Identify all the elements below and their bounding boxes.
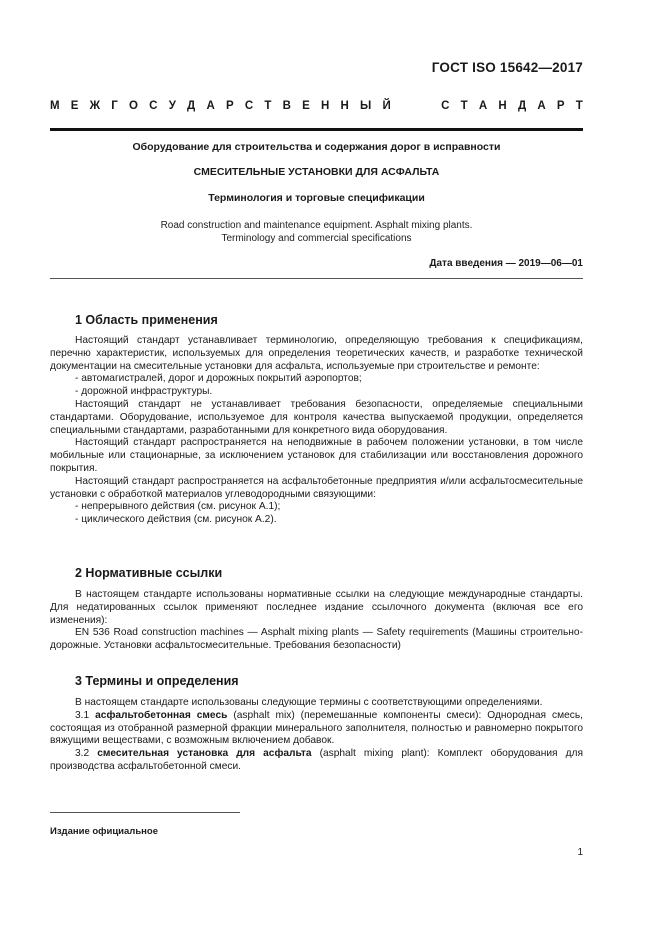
banner-letter: Д (187, 100, 196, 112)
paragraph: Настоящий стандарт распространяется на асфальтобетонные предприятия и/или асфальтосмесительные установки с обработкой материалов углеводородными связующими: (50, 475, 583, 500)
list-item: - непрерывного действия (см. рисунок А.1); (75, 501, 281, 513)
banner-letter: У (168, 100, 176, 112)
section-heading: 3 Термины и определения (75, 674, 239, 688)
banner-letter: М (50, 100, 60, 112)
paragraph: Настоящий стандарт устанавливает терминологию, определяющую требования к спецификациям, перечню характеристик, используемых для определения теоретических качеств, и разработке технической документации на смесительные установки для асфальта, используемые при строительстве и ремонте: (50, 335, 583, 372)
header-divider (50, 128, 583, 131)
banner-letter: Р (556, 100, 565, 112)
banner-letter: В (282, 100, 291, 112)
english-title (50, 219, 583, 245)
banner-letter: С (244, 100, 254, 112)
banner-letter: Т (460, 100, 468, 112)
banner-letter: А (478, 100, 488, 112)
term-name: асфальтобетонная смесь (95, 709, 228, 721)
banner-letter: Ж (89, 100, 101, 112)
english-title-line: Terminology and commercial specifications (221, 233, 412, 244)
paragraph: Настоящий стандарт распространяется на неподвижные в рабочем положении установки, в том числе мобильные или стационарные, за исключением установок для стабилизации или восстановления дорожного покрытия. (50, 437, 583, 474)
page-number: 1 (577, 847, 583, 858)
banner-letter: Н (320, 100, 330, 112)
general-title: Оборудование для строительства и содержания дорог в исправности (132, 141, 501, 153)
paragraph: EN 536 Road construction machines — Asphalt mixing plants — Safety requirements (Машины строительно-дорожные. Установки асфальтосмесительные. Требования безопасности) (50, 627, 583, 652)
term-number: 3.2 (75, 748, 90, 760)
section-heading: 2 Нормативные ссылки (75, 566, 223, 580)
term-text: (asphalt mix) (перемешанные компоненты смеси): Однородная смесь, состоящая из отобранной размерной фракции минерального заполнителя, полностью и равномерно покрытого вяжущими веществами, с возможным включением добавок. (50, 709, 583, 747)
edition-note: Издание официальное (50, 826, 158, 837)
date-divider (50, 278, 583, 279)
banner-letter: А (537, 100, 546, 112)
section-body (50, 335, 583, 527)
banner-letter: Н (498, 100, 507, 112)
introduction-date: Дата введения — 2019—06—01 (429, 258, 583, 269)
banner-letter: А (206, 100, 215, 112)
banner-letter: Е (302, 100, 310, 112)
term-definition (50, 710, 583, 748)
section-body (50, 589, 583, 653)
banner-letter: Р (225, 100, 234, 112)
term-name: смесительная установка для асфальта (97, 748, 312, 760)
banner-letter: С (441, 100, 450, 112)
banner-word-gap (402, 100, 430, 112)
banner-letter: Й (382, 100, 391, 112)
term-definition (50, 748, 583, 774)
english-title-line: Road construction and maintenance equipment. Asphalt mixing plants. (160, 220, 473, 231)
banner-letter: Д (517, 100, 527, 112)
banner-letter: Н (340, 100, 349, 112)
paragraph: В настоящем стандарте использованы следующие термины с соответствующими определениями. (75, 697, 543, 708)
banner-letter: О (129, 100, 138, 112)
list-item: - дорожной инфраструктуры. (75, 386, 213, 398)
term-number: 3.1 (75, 709, 90, 721)
banner-letter: Т (575, 100, 583, 112)
banner-letter: Г (111, 100, 118, 112)
paragraph: Настоящий стандарт не устанавливает требования безопасности, определяемые специальными стандартами. Оборудование, используемое для контроля качества выпускаемой продукции, определяется специальными стандартами, разработанными для конкретного вида оборудования. (50, 398, 583, 436)
section-body (50, 697, 583, 774)
banner-letter: Ы (360, 100, 372, 112)
list-item: - автомагистралей, дорог и дорожных покрытий аэропортов; (75, 373, 362, 385)
subtitle: Терминология и торговые спецификации (208, 192, 425, 204)
banner-letter: С (149, 100, 158, 112)
interstate-standard-banner (50, 100, 583, 112)
footer-divider (50, 812, 240, 813)
paragraph: В настоящем стандарте использованы нормативные ссылки на следующие международные стандарты. Для недатированных ссылок применяют последнее издание ссылочного документа (включая все его изменения): (50, 589, 583, 626)
term-text: (asphalt mixing plant): Комплект оборудования для производства асфальтобетонной смеси. (50, 748, 583, 772)
main-title: СМЕСИТЕЛЬНЫЕ УСТАНОВКИ ДЛЯ АСФАЛЬТА (193, 166, 440, 178)
section-heading: 1 Область применения (75, 313, 218, 327)
document-number: ГОСТ ISO 15642—2017 (431, 60, 583, 75)
banner-letter: Е (70, 100, 79, 112)
banner-letter: Т (264, 100, 272, 112)
list-item: - циклического действия (см. рисунок А.2). (75, 514, 277, 526)
